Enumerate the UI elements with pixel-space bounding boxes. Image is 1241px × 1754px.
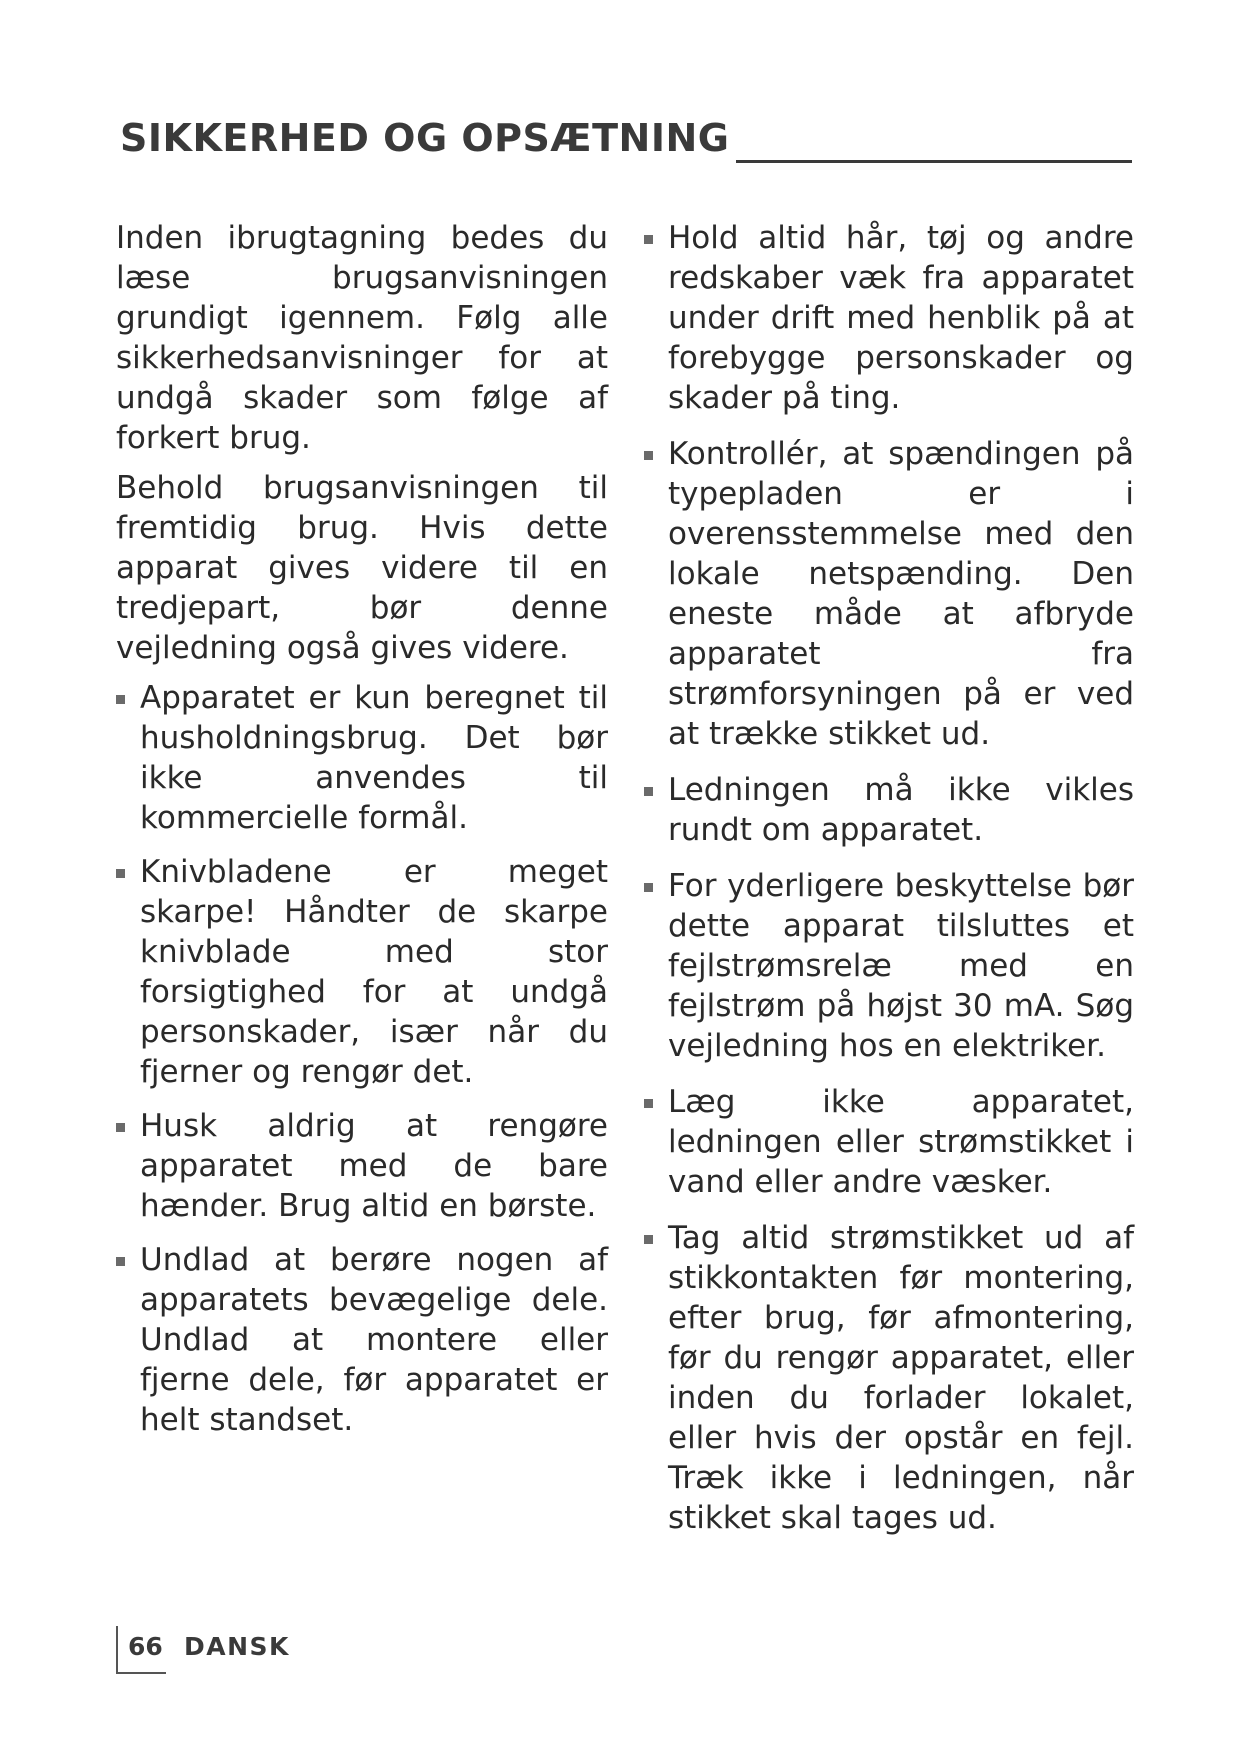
list-item xyxy=(116,1106,608,1226)
list-item-text: Kontrollér, at spændingen på typepladen er i overensstemmelse med den lokale netspænding. Den eneste måde at afbryde apparatet fra strømforsyningen på er ved at trække stikket ud. xyxy=(668,436,1134,752)
list-item-text: Husk aldrig at rengøre apparatet med de bare hænder. Brug altid en børste. xyxy=(140,1108,608,1224)
list-item xyxy=(116,1240,608,1440)
square-bullet-icon xyxy=(644,1099,653,1108)
left-bullet-list xyxy=(116,678,608,1440)
square-bullet-icon xyxy=(116,695,125,704)
title-rule xyxy=(736,160,1132,163)
square-bullet-icon xyxy=(116,1123,125,1132)
list-item xyxy=(644,770,1134,850)
list-item-text: Knivbladene er meget skarpe! Håndter de skarpe knivblade med stor forsigtighed for at undgå personskader, især når du fjerner og rengør det. xyxy=(140,854,608,1090)
page-footer xyxy=(116,1626,416,1672)
list-item-text: Læg ikke apparatet, ledningen eller strømstikket i vand eller andre væsker. xyxy=(668,1084,1134,1200)
square-bullet-icon xyxy=(116,1257,125,1266)
list-item xyxy=(116,678,608,838)
square-bullet-icon xyxy=(644,883,653,892)
square-bullet-icon xyxy=(644,787,653,796)
list-item-text: Ledningen må ikke vikles rundt om apparatet. xyxy=(668,772,1134,848)
list-item-text: Apparatet er kun beregnet til husholdningsbrug. Det bør ikke anvendes til kommercielle formål. xyxy=(140,680,608,836)
list-item-text: For yderligere beskyttelse bør dette apparat tilsluttes et fejlstrømsrelæ med en fejlstrøm på højst 30 mA. Søg vejledning hos en elektriker. xyxy=(668,868,1134,1064)
list-item xyxy=(644,1082,1134,1202)
list-item-text: Hold altid hår, tøj og andre redskaber væk fra apparatet under drift med henblik på at forebygge personskader og skader på ting. xyxy=(668,220,1134,416)
page-title: SIKKERHED OG OPSÆTNING xyxy=(120,116,730,160)
list-item xyxy=(644,1218,1134,1538)
square-bullet-icon xyxy=(644,451,653,460)
list-item-text: Undlad at berøre nogen af apparatets bevægelige dele. Undlad at montere eller fjerne dele, før apparatet er helt standset. xyxy=(140,1242,608,1438)
intro-paragraph: Inden ibrugtagning bedes du læse brugsanvisningen grundigt igennem. Følg alle sikkerhedsanvisninger for at undgå skader som følge af forkert brug. xyxy=(116,220,608,456)
list-item-text: Tag altid strømstikket ud af stikkontakten før montering, efter brug, før afmontering, før du rengør apparatet, eller inden du forlader lokalet, eller hvis der opstår en fejl. Træk ikke i ledningen, når stikket skal tages ud. xyxy=(668,1220,1134,1536)
intro-paragraph: Behold brugsanvisningen til fremtidig brug. Hvis dette apparat gives videre til en tredjepart, bør denne vejledning også gives videre. xyxy=(116,470,608,666)
square-bullet-icon xyxy=(116,869,125,878)
right-column xyxy=(644,218,1134,1554)
footer-language: DANSK xyxy=(184,1632,290,1661)
list-item xyxy=(644,218,1134,418)
list-item xyxy=(644,866,1134,1066)
list-item xyxy=(644,434,1134,754)
page-number: 66 xyxy=(128,1632,163,1661)
left-column xyxy=(116,218,608,1454)
square-bullet-icon xyxy=(644,1235,653,1244)
list-item xyxy=(116,852,608,1092)
square-bullet-icon xyxy=(644,235,653,244)
right-bullet-list xyxy=(644,218,1134,1538)
